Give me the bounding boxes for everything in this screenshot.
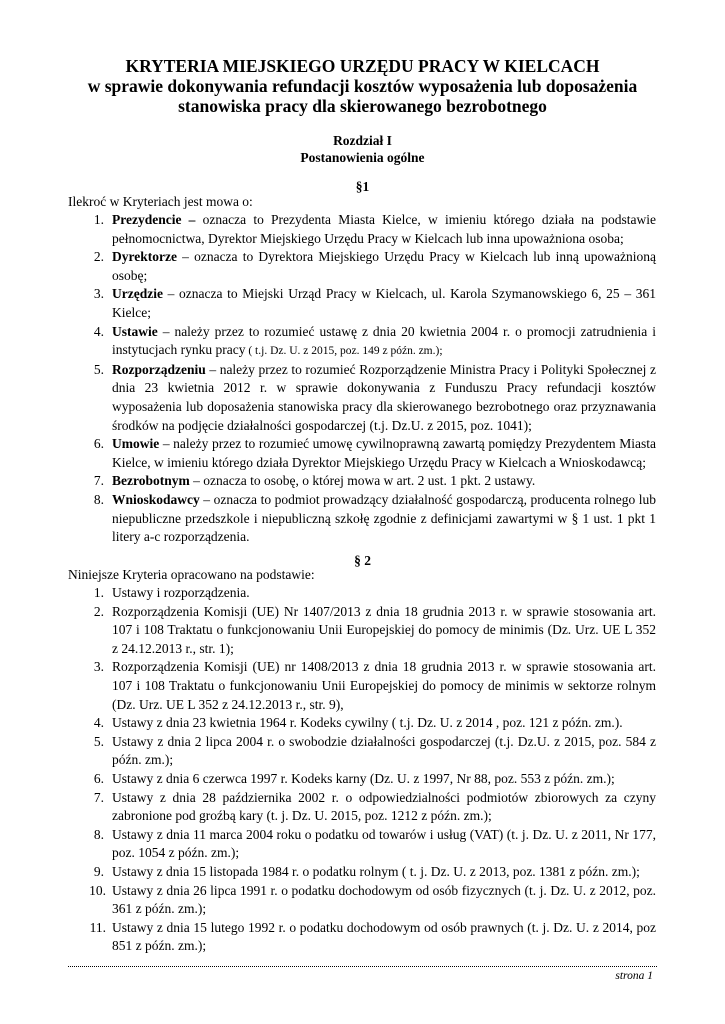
list-item-text: Ustawy z dnia 28 października 2002 r. o odpowiedzialności podmiotów zbiorowych za czyny zabronione pod groźbą kary (t. j. Dz. U. 2015, poz. 1212 z późn. zm.); [112, 789, 656, 824]
list-item [68, 361, 656, 435]
list-item-number: 1. [93, 585, 104, 600]
list-item-number: 10. [89, 882, 106, 898]
list-item-text: Ustawy z dnia 26 lipca 1991 r. o podatku dochodowym od osób fizycznych (t. j. Dz. U. z 2012, poz. 361 z późn. zm.); [112, 882, 656, 917]
definition-text: oznacza to Prezydenta Miasta Kielce, w imieniu którego działa na podstawie pełnomocnictwa, Dyrektor Miejskiego Urzędu Pracy w Kielcach lub inna upoważniona osoba; [112, 212, 656, 246]
document-title [40, 56, 685, 116]
definition-term: Umowie [112, 436, 160, 452]
definition-text: – oznacza to podmiot prowadzący działalność gospodarczą, producenta rolnego lub niepubliczne przedszkole i niepubliczną szkołę zgodnie z definicjami zawartymi w § 1 ust. 1 pkt 1 litery a-c rozporządzenia. [112, 491, 656, 545]
list-item-number: 8. [93, 491, 104, 507]
list-item-text: Ustawy z dnia 15 lutego 1992 r. o podatku dochodowym od osób prawnych (t. j. Dz. U. z 2014, poz 851 z późn. zm.); [112, 919, 656, 954]
list-item-text: Ustawy z dnia 2 lipca 2004 r. o swobodzie działalności gospodarczej (t.j. Dz.U. z 2015, poz. 584 z późn. zm.); [112, 733, 656, 768]
list-item-number: 9. [93, 863, 104, 879]
list-item [68, 491, 656, 547]
list-item-number: 5. [93, 733, 104, 749]
section-1-heading: §1 [355, 179, 370, 194]
list-item-text: Ustawy z dnia 15 listopada 1984 r. o podatku rolnym ( t. j. Dz. U. z 2013, poz. 1381 z późn. zm.); [112, 863, 640, 879]
list-item [68, 863, 656, 882]
list-item-number: 2. [93, 249, 104, 265]
list-item-text: Ustawy z dnia 11 marca 2004 roku o podatku od towarów i usług (VAT) (t. j. Dz. U. z 2011, Nr 177, poz. 1054 z późn. zm.); [112, 826, 656, 861]
list-item-text: Ustawy z dnia 23 kwietnia 1964 r. Kodeks cywilny ( t.j. Dz. U. z 2014 , poz. 121 z późn. zm.). [112, 715, 623, 731]
list-item [68, 658, 656, 714]
definition-term: Urzędzie [112, 286, 163, 302]
page-number: strona 1 [615, 970, 653, 982]
list-item-number: 1. [93, 212, 104, 227]
section-2-intro: Niniejsze Kryteria opracowano na podstawie: [68, 567, 315, 582]
list-item-text: Rozporządzenia Komisji (UE) Nr 1407/2013 z dnia 18 grudnia 2013 r. w sprawie stosowania art. 107 i 108 Traktatu o funkcjonowaniu Unii Europejskiej do pomocy de minimis (Dz. Urz. UE L 352 z 24.12.2013 r., str. 1); [112, 603, 656, 656]
title-line-1: KRYTERIA MIEJSKIEGO URZĘDU PRACY W KIELCACH [125, 56, 600, 76]
list-item-number: 4. [93, 323, 104, 339]
list-item [68, 826, 656, 863]
definition-text: – oznacza to Miejski Urząd Pracy w Kielcach, ul. Karola Szymanowskiego 6, 25 – 361 Kielce; [112, 286, 656, 320]
list-item-text: Rozporządzenia Komisji (UE) nr 1408/2013 z dnia 18 grudnia 2013 r. w sprawie stosowania art. 107 i 108 Traktatu o funkcjonowaniu Unii Europejskiej do pomocy de minimis w sektorze rolnym (Dz. Urz. UE L 352 z 24.12.2013 r., str. 9), [112, 659, 656, 712]
list-item-number: 6. [93, 436, 104, 452]
list-item [68, 919, 656, 956]
definition-term: Bezrobotnym [112, 473, 190, 489]
list-item [68, 733, 656, 770]
definition-term: Dyrektorze [112, 249, 177, 265]
list-item [68, 285, 656, 322]
list-item-number: 11. [89, 919, 106, 935]
definition-text: – oznacza to osobę, o której mowa w art. 2 ust. 1 pkt. 2 ustawy. [189, 473, 536, 489]
list-item-text: Ustawy i rozporządzenia. [112, 585, 250, 600]
list-item-number: 4. [93, 715, 104, 731]
list-item [68, 211, 656, 248]
definition-citation: ( t.j. Dz. U. z 2015, poz. 149 z późn. zm.); [245, 345, 443, 358]
definition-text: – należy przez to rozumieć umowę cywilnoprawną zawartą pomiędzy Prezydentem Miasta Kielce, w imieniu którego działa Dyrektor Miejskiego Urzędu Pracy w Kielcach a Wnioskodawcą; [112, 436, 656, 470]
definition-term: Wnioskodawcy [112, 491, 200, 507]
list-item-text: Ustawy z dnia 6 czerwca 1997 r. Kodeks karny (Dz. U. z 1997, Nr 88, poz. 553 z późn. zm.); [112, 770, 615, 786]
list-item-number: 6. [93, 770, 104, 786]
list-item-number: 3. [93, 659, 104, 675]
section-1-intro: Ilekroć w Kryteriach jest mowa o: [68, 194, 253, 209]
list-item [68, 789, 656, 826]
title-line-3: stanowiska pracy dla skierowanego bezrobotnego [178, 96, 547, 116]
legal-basis-list [68, 584, 656, 956]
list-item [68, 472, 656, 491]
list-item-number: 8. [93, 826, 104, 842]
list-item [68, 323, 656, 361]
definition-text: – należy przez to rozumieć ustawę z dnia 20 kwietnia 2004 r. o promocji zatrudnienia i instytucjach rynku pracy [112, 323, 656, 358]
definition-text: – należy przez to rozumieć Rozporządzenie Ministra Pracy i Polityki Społecznej z dnia 23 kwietnia 2012 r. w sprawie dokonywania z Funduszu Pracy refundacji kosztów wyposażenia lub doposażenia stanowiska pracy dla skierowanego bezrobotnego oraz przyznawania środków na podjęcie działalności gospodarczej (t.j. Dz.U. z 2015, poz. 1041); [112, 361, 656, 433]
definition-text: – oznacza to Dyrektora Miejskiego Urzędu Pracy w Kielcach lub inną upoważnioną osobę; [112, 249, 656, 283]
footer-divider [68, 966, 657, 967]
list-item [68, 248, 656, 285]
list-item-number: 2. [93, 603, 104, 619]
definitions-list [68, 211, 656, 547]
definition-term: Prezydencie – [112, 212, 196, 227]
chapter-name: Postanowienia ogólne [300, 150, 425, 165]
list-item-number: 7. [93, 473, 104, 489]
list-item [68, 882, 656, 919]
definition-term: Ustawie [112, 323, 158, 339]
list-item [68, 770, 656, 789]
list-item [68, 603, 656, 659]
definition-term: Rozporządzeniu [112, 361, 206, 377]
section-2-heading: § 2 [354, 553, 371, 568]
list-item-number: 7. [93, 789, 104, 805]
list-item-number: 5. [93, 361, 104, 377]
list-item [68, 584, 656, 603]
list-item-number: 3. [93, 286, 104, 302]
title-line-2: w sprawie dokonywania refundacji kosztów wyposażenia lub doposażenia [87, 76, 638, 96]
chapter-label: Rozdział I [333, 133, 392, 148]
list-item [68, 435, 656, 472]
list-item [68, 714, 656, 733]
